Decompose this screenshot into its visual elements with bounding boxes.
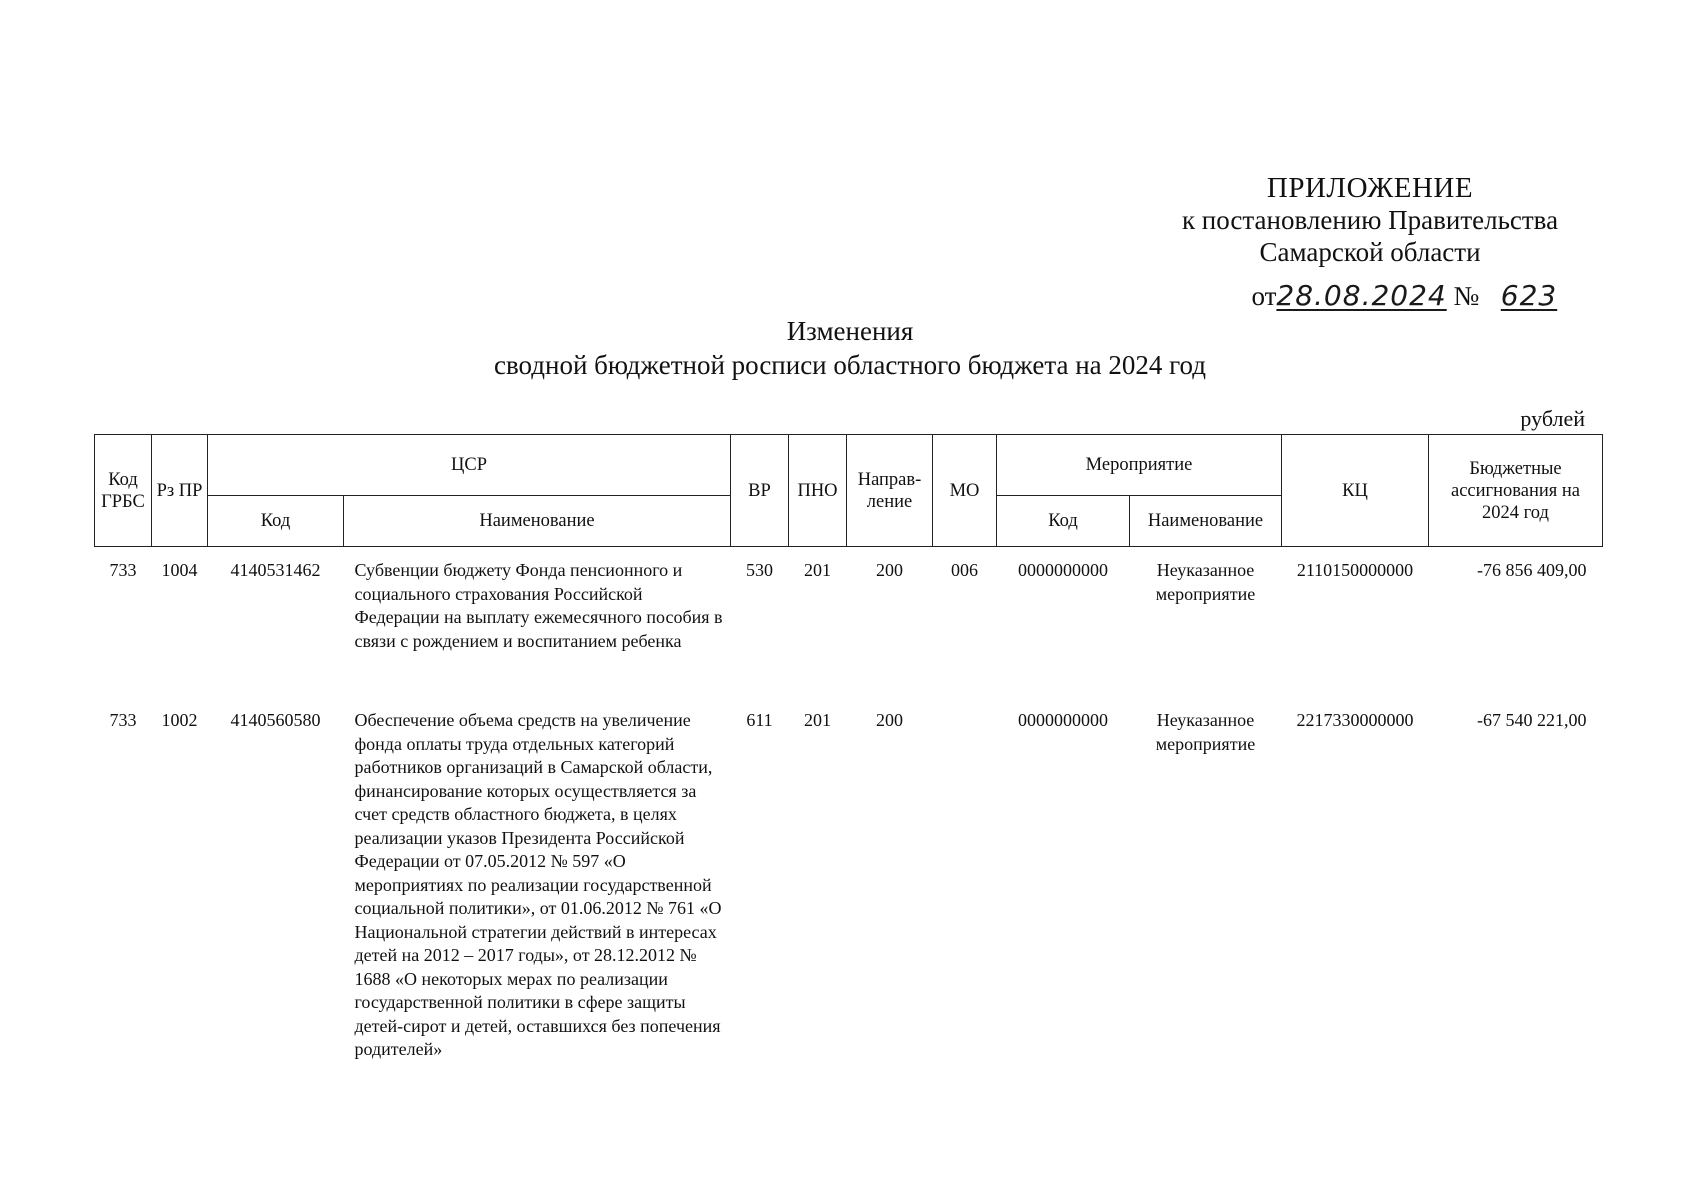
units-label: рублей (1520, 406, 1585, 431)
document-subtitle: сводной бюджетной росписи областного бюджета на 2024 год (493, 350, 1207, 380)
cell-rzpr: 1002 (161, 710, 198, 730)
table-header (95, 435, 1603, 547)
cell-kc: 2110150000000 (1296, 560, 1414, 580)
header-event: Мероприятие (997, 435, 1282, 496)
cell-amount: -67 540 221,00 (1477, 710, 1587, 730)
header-csr-name: Наименование (344, 496, 731, 547)
table-row (95, 697, 1603, 1062)
cell-amount: -76 856 409,00 (1477, 560, 1587, 580)
table-row (95, 547, 1603, 698)
header-csr: ЦСР (208, 435, 731, 496)
cell-direction: 200 (876, 560, 903, 580)
cell-pno: 201 (804, 710, 831, 730)
header-vr: ВР (731, 435, 789, 547)
annex-line-2: Самарской области (1259, 237, 1481, 267)
annex-title: ПРИЛОЖЕНИЕ (1266, 172, 1474, 204)
budget-table (94, 434, 1603, 1062)
cell-csr-code: 4140560580 (230, 710, 321, 730)
document-title-block (300, 314, 1400, 382)
cell-direction: 200 (876, 710, 903, 730)
document-title: Изменения (786, 316, 914, 346)
cell-grbs: 733 (109, 560, 137, 580)
cell-vr: 530 (746, 560, 773, 580)
header-event-name: Наименование (1130, 496, 1282, 547)
annex-line-1: к постановлению Правительства (1181, 205, 1559, 235)
header-direction: Направ-ление (847, 435, 933, 547)
header-rzpr: Рз ПР (152, 435, 208, 547)
cell-event-code: 0000000000 (1018, 710, 1108, 730)
cell-csr-code: 4140531462 (230, 560, 321, 580)
header-pno: ПНО (789, 435, 847, 547)
annex-block (1150, 172, 1590, 312)
handwritten-date: 28.08.2024 (1276, 279, 1447, 312)
cell-grbs: 733 (109, 710, 137, 730)
from-label: от (1251, 281, 1277, 311)
cell-csr-name: Субвенции бюджету Фонда пенсионного и социального страхования Российской Федерации на выплату ежемесячного пособия в связи с рождением и воспитанием ребенка (354, 560, 723, 651)
cell-mo (933, 697, 997, 1062)
cell-mo: 006 (951, 560, 978, 580)
header-grbs: Код ГРБС (95, 435, 152, 547)
cell-rzpr: 1004 (161, 560, 198, 580)
cell-pno: 201 (804, 560, 831, 580)
header-kc: КЦ (1282, 435, 1429, 547)
header-csr-code: Код (208, 496, 344, 547)
cell-event-code: 0000000000 (1018, 560, 1108, 580)
header-mo: МО (933, 435, 997, 547)
number-label: № (1453, 281, 1480, 311)
table-body (95, 547, 1603, 1062)
cell-vr: 611 (746, 710, 773, 730)
cell-event-name: Неуказанное мероприятие (1155, 710, 1256, 754)
cell-event-name: Неуказанное мероприятие (1155, 560, 1256, 604)
cell-kc: 2217330000000 (1296, 710, 1414, 730)
cell-csr-name: Обеспечение объема средств на увеличение фонда оплаты труда отдельных категорий работников организаций в Самарской области, финансирование которых осуществляется за счет средств областного бюджета, в целях реализации указов Президента Российской Федерации от 07.05.2012 № 597 «О мероприятиях по реализации государственной социальной политики», от 01.06.2012 № 761 «О Национальной стратегии действий в интересах детей на 2012 – 2017 годы», от 28.12.2012 № 1688 «О некоторых мерах по реализации государственной политики в сфере защиты детей-сирот и детей, оставшихся без попечения родителей» (354, 710, 722, 1059)
header-amount: Бюджетные ассигнования на 2024 год (1429, 435, 1603, 547)
handwritten-number: 623 (1500, 279, 1558, 312)
header-event-code: Код (997, 496, 1130, 547)
annex-date-line (1150, 280, 1590, 312)
